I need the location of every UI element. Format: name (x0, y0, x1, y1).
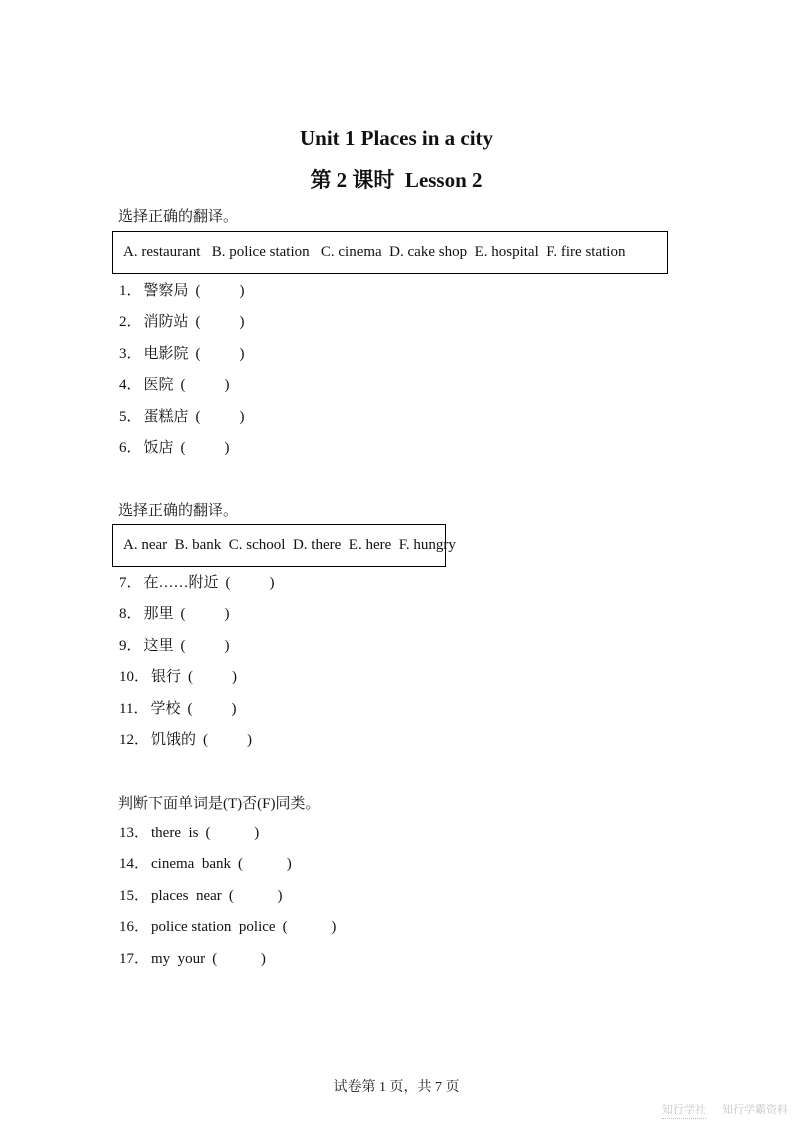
watermark-right-text: 知行学霸资料 (722, 1104, 788, 1116)
item-label: there is (151, 825, 199, 841)
question-item (119, 370, 246, 401)
section1-options: A. restaurant B. police station C. cinema D. cake shop E. hospital F. fire station (123, 244, 626, 260)
item-number: 1． (119, 283, 142, 299)
question-item (119, 433, 246, 464)
question-item (119, 307, 246, 338)
item-number: 9． (119, 637, 142, 654)
question-item (119, 849, 337, 880)
section1-instruction: 选择正确的翻译。 (118, 209, 239, 225)
answer-blank: ( ) (282, 919, 338, 936)
item-number: 14． (119, 856, 150, 873)
answer-blank: ( ) (195, 314, 246, 331)
item-label: 学校 (150, 700, 181, 717)
item-number: 17． (119, 950, 150, 967)
section1-items (119, 276, 246, 464)
item-label: 警察局 (143, 283, 189, 299)
item-label: 那里 (143, 606, 174, 623)
section3-items (119, 818, 337, 975)
section2-items (119, 568, 276, 756)
answer-blank: ( ) (188, 669, 239, 686)
item-number: 2． (119, 314, 142, 331)
item-number: 3． (119, 345, 142, 362)
page-title: Unit 1 Places in a city (299, 126, 494, 150)
section1-options-box (112, 231, 668, 274)
item-label: 蛋糕店 (143, 408, 189, 425)
question-item (119, 599, 276, 630)
page-footer: 试卷第 1 页，共 7 页 (333, 1080, 460, 1095)
item-number: 7． (119, 575, 142, 591)
section2-options: A. near B. bank C. school D. there E. here F. hungry (123, 537, 456, 553)
answer-blank: ( ) (237, 856, 293, 873)
question-item (119, 276, 246, 307)
question-item (119, 402, 246, 433)
item-label: my your (151, 950, 206, 967)
item-number: 8． (119, 606, 142, 623)
question-item (119, 631, 276, 662)
question-item (119, 662, 276, 693)
answer-blank: ( ) (203, 731, 254, 748)
answer-blank: ( ) (228, 887, 284, 904)
answer-blank: ( ) (195, 345, 246, 362)
question-item (119, 818, 337, 849)
item-number: 10． (119, 669, 150, 686)
section2-instruction: 选择正确的翻译。 (118, 503, 239, 519)
section3-instruction: 判断下面单词是(T)否(F)同类。 (118, 796, 321, 812)
answer-blank: ( ) (180, 637, 231, 654)
answer-blank: ( ) (195, 408, 246, 425)
question-item (119, 912, 337, 943)
answer-blank: ( ) (180, 439, 231, 456)
item-number: 5． (119, 408, 142, 425)
answer-blank: ( ) (225, 575, 276, 591)
item-label: 电影院 (143, 345, 189, 362)
answer-blank: ( ) (180, 606, 231, 623)
question-item (119, 339, 246, 370)
item-label: police station police (151, 919, 276, 936)
item-label: 饭店 (143, 439, 174, 456)
question-item (119, 944, 337, 975)
item-label: 饥饿的 (151, 731, 197, 748)
answer-blank: ( ) (205, 825, 261, 841)
section2-options-box (112, 524, 456, 567)
item-label: 消防站 (143, 314, 189, 331)
item-label: 这里 (143, 637, 174, 654)
item-number: 12． (119, 731, 150, 748)
item-number: 13． (119, 825, 150, 841)
item-number: 16． (119, 919, 150, 936)
item-label: 在……附近 (143, 575, 219, 591)
answer-blank: ( ) (195, 283, 246, 299)
item-number: 11． (119, 700, 149, 717)
question-item (119, 694, 276, 725)
item-number: 6． (119, 439, 142, 456)
watermark (662, 1101, 788, 1119)
item-label: 银行 (151, 669, 182, 686)
item-number: 4． (119, 377, 142, 394)
item-label: cinema bank (151, 856, 231, 873)
question-item (119, 725, 276, 756)
item-number: 15． (119, 887, 150, 904)
item-label: 医院 (143, 377, 174, 394)
question-item (119, 568, 276, 599)
answer-blank: ( ) (180, 377, 231, 394)
answer-blank: ( ) (212, 950, 267, 967)
question-item (119, 881, 337, 912)
page-subtitle: 第 2 课时 Lesson 2 (310, 168, 483, 192)
item-label: places near (151, 887, 222, 904)
answer-blank: ( ) (187, 700, 238, 717)
watermark-left-text: 知行学社 (662, 1101, 706, 1119)
